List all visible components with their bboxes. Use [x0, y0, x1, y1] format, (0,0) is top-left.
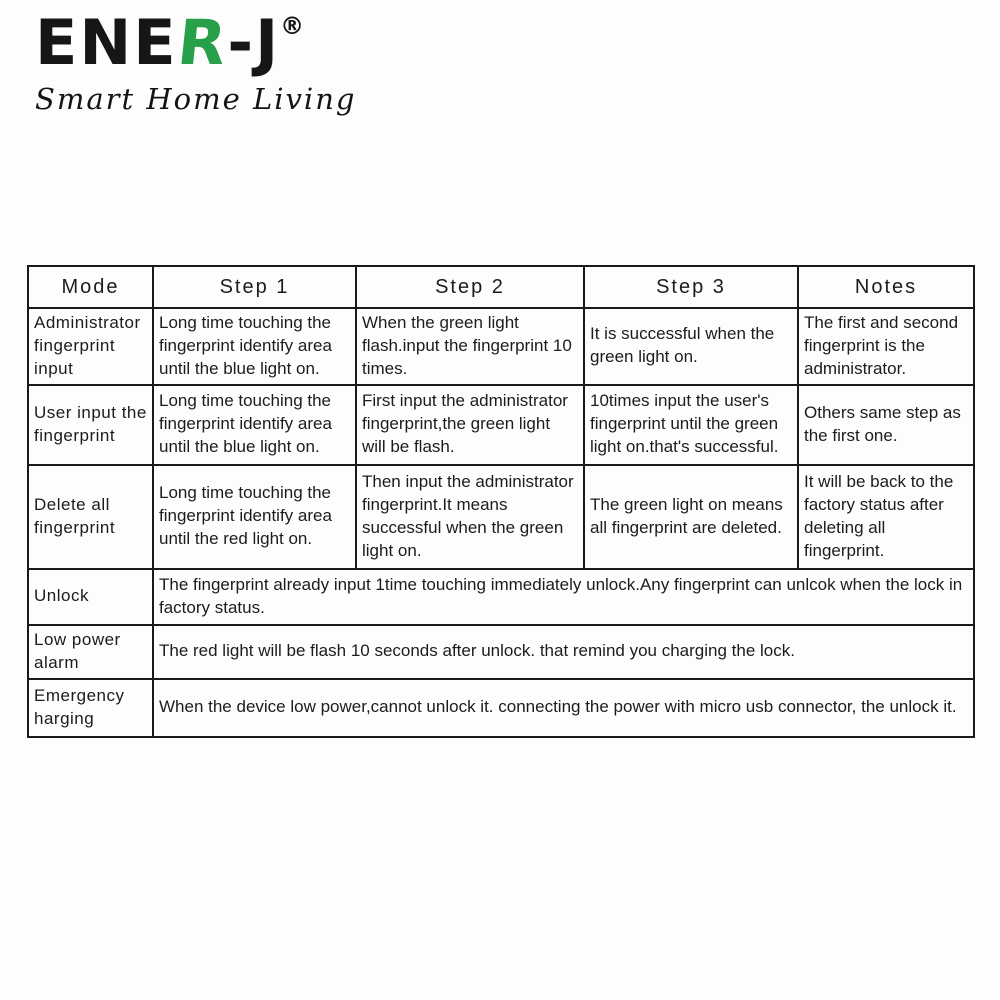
table-row: [28, 308, 974, 385]
notes-cell: It will be back to the factory status after deleting all fingerprint.: [798, 465, 974, 569]
header-mode: Mode: [28, 266, 153, 308]
description-cell: The fingerprint already input 1time touching immediately unlock.Any fingerprint can unlcok when the lock in factory status.: [153, 569, 974, 625]
step2-cell: When the green light flash.input the fingerprint 10 times.: [356, 308, 584, 385]
table-row: [28, 679, 974, 737]
brand-logo: [35, 6, 357, 116]
mode-cell: Delete all fingerprint: [28, 465, 153, 569]
description-cell: The red light will be flash 10 seconds after unlock. that remind you charging the lock.: [153, 625, 974, 679]
header-step1: Step 1: [153, 266, 356, 308]
table-row: [28, 465, 974, 569]
description-cell: When the device low power,cannot unlock it. connecting the power with micro usb connector, the unlock it.: [153, 679, 974, 737]
table-row: [28, 385, 974, 465]
brand-tagline: Smart Home Living: [35, 82, 357, 116]
table-row: [28, 625, 974, 679]
step1-cell: Long time touching the fingerprint identify area until the blue light on.: [153, 308, 356, 385]
logo-text-j: -J: [227, 6, 281, 79]
mode-cell: Low power alarm: [28, 625, 153, 679]
step1-cell: Long time touching the fingerprint identify area until the red light on.: [153, 465, 356, 569]
notes-cell: Others same step as the first one.: [798, 385, 974, 465]
header-step3: Step 3: [584, 266, 798, 308]
notes-cell: The first and second fingerprint is the administrator.: [798, 308, 974, 385]
step2-cell: First input the administrator fingerprint,the green light will be flash.: [356, 385, 584, 465]
mode-cell: Administrator fingerprint input: [28, 308, 153, 385]
mode-cell: User input the fingerprint: [28, 385, 153, 465]
brand-wordmark: [35, 6, 356, 79]
table-row: [28, 569, 974, 625]
mode-cell: Emergency harging: [28, 679, 153, 737]
header-notes: Notes: [798, 266, 974, 308]
logo-text-ene: ENE: [35, 6, 178, 79]
step3-cell: 10times input the user's fingerprint until the green light on.that's successful.: [584, 385, 798, 465]
registered-trademark-icon: ®: [280, 12, 305, 40]
step3-cell: It is successful when the green light on.: [584, 308, 798, 385]
header-step2: Step 2: [356, 266, 584, 308]
table-header-row: [28, 266, 974, 308]
mode-cell: Unlock: [28, 569, 153, 625]
step2-cell: Then input the administrator fingerprint.It means successful when the green light on.: [356, 465, 584, 569]
step3-cell: The green light on means all fingerprint are deleted.: [584, 465, 798, 569]
instruction-table: [27, 265, 975, 738]
logo-letter-r-green: R: [173, 6, 232, 79]
step1-cell: Long time touching the fingerprint identify area until the blue light on.: [153, 385, 356, 465]
